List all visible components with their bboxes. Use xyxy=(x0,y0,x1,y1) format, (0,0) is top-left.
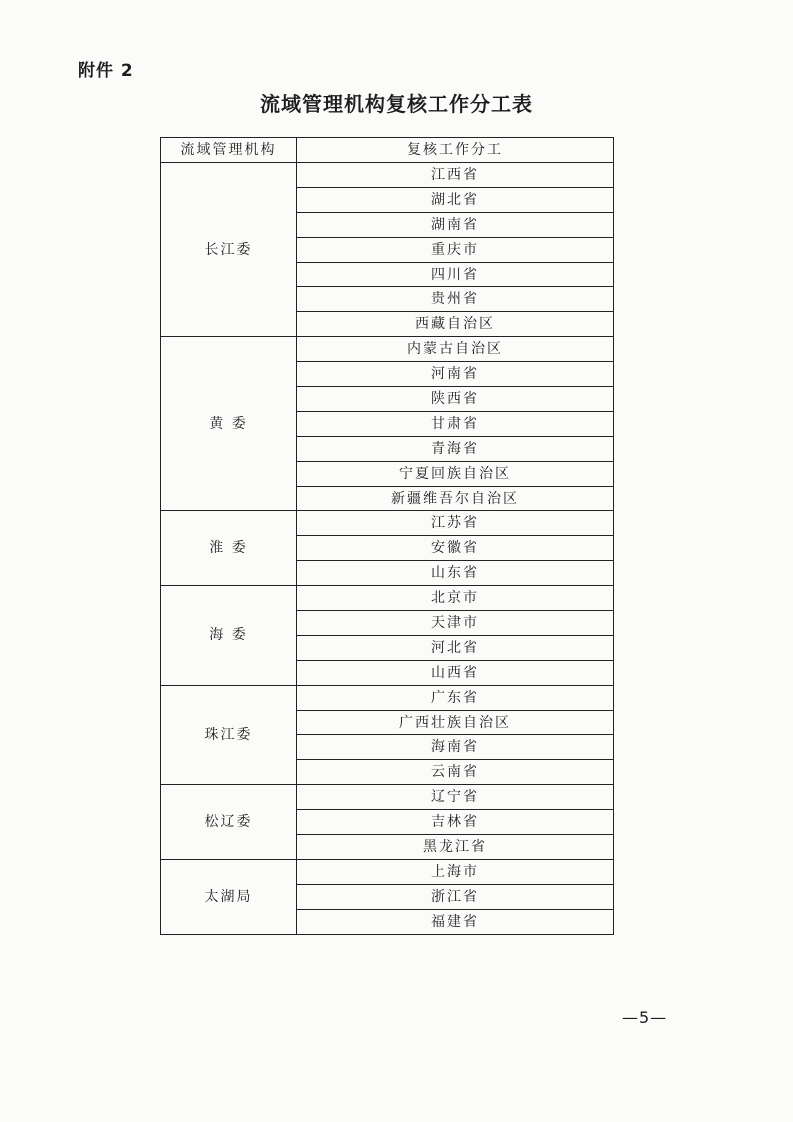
region-cell: 山西省 xyxy=(297,660,614,685)
region-cell: 四川省 xyxy=(297,262,614,287)
region-cell: 天津市 xyxy=(297,611,614,636)
region-cell: 内蒙古自治区 xyxy=(297,337,614,362)
agency-cell: 淮 委 xyxy=(161,511,297,586)
division-table xyxy=(160,137,614,935)
region-cell: 辽宁省 xyxy=(297,785,614,810)
table-row xyxy=(161,163,614,188)
agency-cell: 海 委 xyxy=(161,586,297,686)
table-row xyxy=(161,685,614,710)
attachment-label: 附件 2 xyxy=(78,61,134,81)
region-cell: 广东省 xyxy=(297,685,614,710)
region-cell: 湖北省 xyxy=(297,187,614,212)
table-header-row xyxy=(161,138,614,163)
region-cell: 新疆维吾尔自治区 xyxy=(297,486,614,511)
column-header-agency: 流域管理机构 xyxy=(161,138,297,163)
table-row xyxy=(161,586,614,611)
region-cell: 湖南省 xyxy=(297,212,614,237)
table-row xyxy=(161,511,614,536)
region-cell: 海南省 xyxy=(297,735,614,760)
table-body xyxy=(161,163,614,935)
region-cell: 安徽省 xyxy=(297,536,614,561)
table-row xyxy=(161,859,614,884)
region-cell: 江西省 xyxy=(297,163,614,188)
region-cell: 西藏自治区 xyxy=(297,312,614,337)
region-cell: 吉林省 xyxy=(297,810,614,835)
region-cell: 上海市 xyxy=(297,859,614,884)
region-cell: 河南省 xyxy=(297,362,614,387)
document-title: 流域管理机构复核工作分工表 xyxy=(260,92,533,116)
region-cell: 浙江省 xyxy=(297,884,614,909)
region-cell: 广西壮族自治区 xyxy=(297,710,614,735)
region-cell: 云南省 xyxy=(297,760,614,785)
region-cell: 山东省 xyxy=(297,561,614,586)
agency-cell: 珠江委 xyxy=(161,685,297,785)
agency-cell: 松辽委 xyxy=(161,785,297,860)
region-cell: 福建省 xyxy=(297,909,614,934)
region-cell: 重庆市 xyxy=(297,237,614,262)
agency-cell: 长江委 xyxy=(161,163,297,337)
region-cell: 黑龙江省 xyxy=(297,835,614,860)
table-row xyxy=(161,785,614,810)
region-cell: 北京市 xyxy=(297,586,614,611)
region-cell: 陕西省 xyxy=(297,387,614,412)
region-cell: 江苏省 xyxy=(297,511,614,536)
region-cell: 宁夏回族自治区 xyxy=(297,461,614,486)
region-cell: 河北省 xyxy=(297,635,614,660)
page-number: —5— xyxy=(622,1008,668,1027)
column-header-assignment: 复核工作分工 xyxy=(297,138,614,163)
region-cell: 青海省 xyxy=(297,436,614,461)
region-cell: 甘肃省 xyxy=(297,411,614,436)
agency-cell: 黄 委 xyxy=(161,337,297,511)
table-row xyxy=(161,337,614,362)
agency-cell: 太湖局 xyxy=(161,859,297,934)
region-cell: 贵州省 xyxy=(297,287,614,312)
